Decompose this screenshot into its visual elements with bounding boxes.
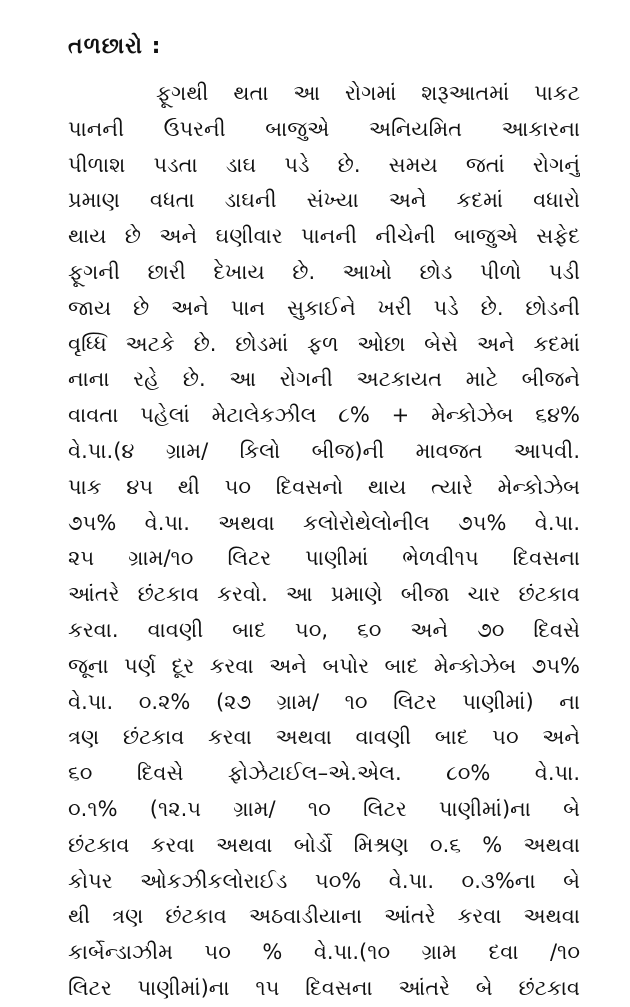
section-heading: તળછારો : bbox=[68, 34, 162, 59]
text-line: વે.પા.(૪ ગ્રામ/ કિલો બીજ)ની માવજત આપવી. bbox=[68, 438, 580, 463]
text-line: ત્રણ છંટકાવ કરવા અથવા વાવણી બાદ ૫૦ અને bbox=[68, 725, 580, 750]
text-line: વે.પા. ૦.૨% (૨૭ ગ્રામ/ ૧૦ લિટર પાણીમાં) ના bbox=[68, 689, 580, 714]
text-line: વૃધ્ધિ અટકે છે. છોડમાં ફળ ઓછા બેસે અને કદમાં bbox=[68, 331, 580, 356]
text-line: પાક ૪૫ થી ૫૦ દિવસનો થાય ત્યારે મેન્કોઝેબ bbox=[68, 474, 580, 499]
text-line: કાર્બેન્ડાઝીમ ૫૦ % વે.પા.(૧૦ ગ્રામ દવા /૧૦ bbox=[68, 940, 580, 965]
text-line: નાના રહે છે. આ રોગની અટકાયત માટે બીજને bbox=[68, 367, 580, 392]
text-line: કરવા. વાવણી બાદ ૫૦, ૬૦ અને ૭૦ દિવસે bbox=[68, 617, 580, 642]
text-line: કોપર ઓકઝીકલોરાઈડ ૫૦% વે.પા. ૦.૩%ના બે bbox=[68, 868, 580, 893]
body-paragraph bbox=[68, 76, 580, 1007]
text-line: થાય છે અને ઘણીવાર પાનની નીચેની બાજુએ સફેદ bbox=[68, 224, 580, 249]
text-line: લિટર પાણીમાં)ના ૧૫ દિવસના આંતરે બે છંટકાવ bbox=[68, 975, 580, 1000]
text-line: ફૂગથી થતા આ રોગમાં શરૂઆતમાં પાકટ bbox=[156, 81, 580, 105]
text-line: આંતરે છંટકાવ કરવો. આ પ્રમાણે બીજા ચાર છંટકાવ bbox=[68, 582, 580, 607]
text-line: ૨૫ ગ્રામ/૧૦ લિટર પાણીમાં ભેળવી૧૫ દિવસના bbox=[68, 546, 580, 571]
text-line: પીળાશ પડતા ડાઘ પડે છે. સમય જતાં રોગનું bbox=[68, 152, 580, 177]
text-line: છંટકાવ કરવા અથવા બોર્ડો મિશ્રણ ૦.૬ % અથવા bbox=[68, 832, 580, 857]
text-line: જૂના પર્ણ દૂર કરવા અને બપોર બાદ મેન્કોઝેબ ૭૫% bbox=[68, 653, 580, 678]
text-line: ૭૫% વે.પા. અથવા કલોરોથેલોનીલ ૭૫% વે.પા. bbox=[68, 510, 580, 535]
text-line: ૦.૧% (૧૨.૫ ગ્રામ/ ૧૦ લિટર પાણીમાં)ના બે bbox=[68, 796, 580, 821]
text-line: થી ત્રણ છંટકાવ અઠવાડીયાના આંતરે કરવા અથવા bbox=[68, 904, 580, 929]
text-line: ફૂગની છારી દેખાય છે. આખો છોડ પીળો પડી bbox=[68, 259, 580, 284]
text-line: પાનની ઉપરની બાજુએ અનિયમિત આકારના bbox=[68, 116, 580, 141]
text-line: વાવતા પહેલાં મેટાલેકઝીલ ૮% + મેન્કોઝેબ ૬૪% bbox=[68, 403, 580, 428]
text-line: પ્રમાણ વધતા ડાઘની સંખ્યા અને કદમાં વધારો bbox=[68, 188, 580, 213]
text-line: જાય છે અને પાન સુકાઈને ખરી પડે છે. છોડની bbox=[68, 295, 580, 320]
text-line: ૬૦ દિવસે ફોઝેટાઈલ–એ.એલ. ૮૦% વે.પા. bbox=[68, 761, 580, 786]
